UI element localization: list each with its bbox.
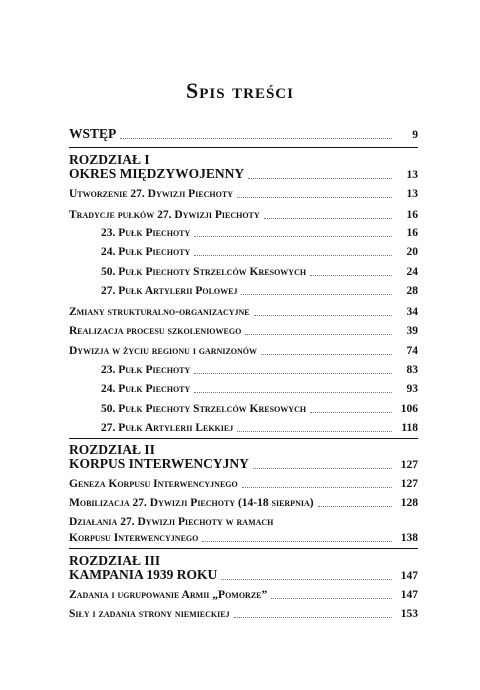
toc-entry[interactable]: Utworzenie 27. Dywizji Piechoty 13 (69, 188, 418, 200)
toc-entry[interactable]: Tradycje pułków 27. Dywizji Piechoty 16 (69, 209, 418, 221)
chapter-heading: ROZDZIAŁ I (69, 152, 150, 167)
toc-entry-chapter[interactable]: KORPUS INTERWENCYJNY 127 (69, 456, 418, 471)
page-title: Spis treści (186, 78, 294, 103)
toc-subentry[interactable]: 27. Pułk Artylerii Lekkiej 118 (101, 422, 418, 434)
toc-entry-wstep[interactable]: WSTĘP 9 (69, 126, 418, 141)
toc-entry-chapter[interactable]: KAMPANIA 1939 ROKU 147 (69, 567, 418, 582)
toc-entry[interactable]: Mobilizacja 27. Dywizji Piechoty (14-18 sierpnia) 128 (69, 497, 418, 509)
toc-entry[interactable]: Dywizja w życiu regionu i garnizonów 74 (69, 345, 418, 357)
toc-entry[interactable]: Siły i zadania strony niemieckiej 153 (69, 608, 418, 620)
toc-entry[interactable]: Geneza Korpusu Interwencyjnego 127 (69, 478, 418, 490)
toc-subentry[interactable]: 50. Pułk Piechoty Strzelców Kresowych 106 (101, 403, 418, 415)
toc-entry[interactable]: Zadania i ugrupowanie Armii „Pomorze” 147 (69, 589, 418, 601)
section-divider (69, 147, 418, 148)
toc-entry-chapter[interactable]: OKRES MIĘDZYWOJENNY 13 (69, 166, 418, 181)
toc-subentry[interactable]: 27. Pułk Artylerii Polowej 28 (101, 285, 418, 297)
chapter-heading: ROZDZIAŁ III (69, 553, 161, 568)
toc-entry[interactable]: Realizacja procesu szkoleniowego 39 (69, 325, 418, 337)
toc-entry[interactable]: Zmiany strukturalno-organizacyjne 34 (69, 306, 418, 318)
toc-subentry[interactable]: 50. Pułk Piechoty Strzelców Kresowych 24 (101, 266, 418, 278)
section-divider (69, 438, 418, 439)
chapter-heading: ROZDZIAŁ II (69, 442, 155, 457)
toc-subentry[interactable]: 24. Pułk Piechoty 20 (101, 246, 418, 258)
toc-entry[interactable]: Działania 27. Dywizji Piechoty w ramach (69, 516, 274, 528)
toc-subentry[interactable]: 24. Pułk Piechoty 93 (101, 383, 418, 395)
section-divider (69, 548, 418, 549)
toc-entry-continuation[interactable]: Korpusu Interwencyjnego 138 (69, 532, 418, 544)
toc-subentry[interactable]: 23. Pułk Piechoty 83 (101, 364, 418, 376)
toc-subentry[interactable]: 23. Pułk Piechoty 16 (101, 227, 418, 239)
